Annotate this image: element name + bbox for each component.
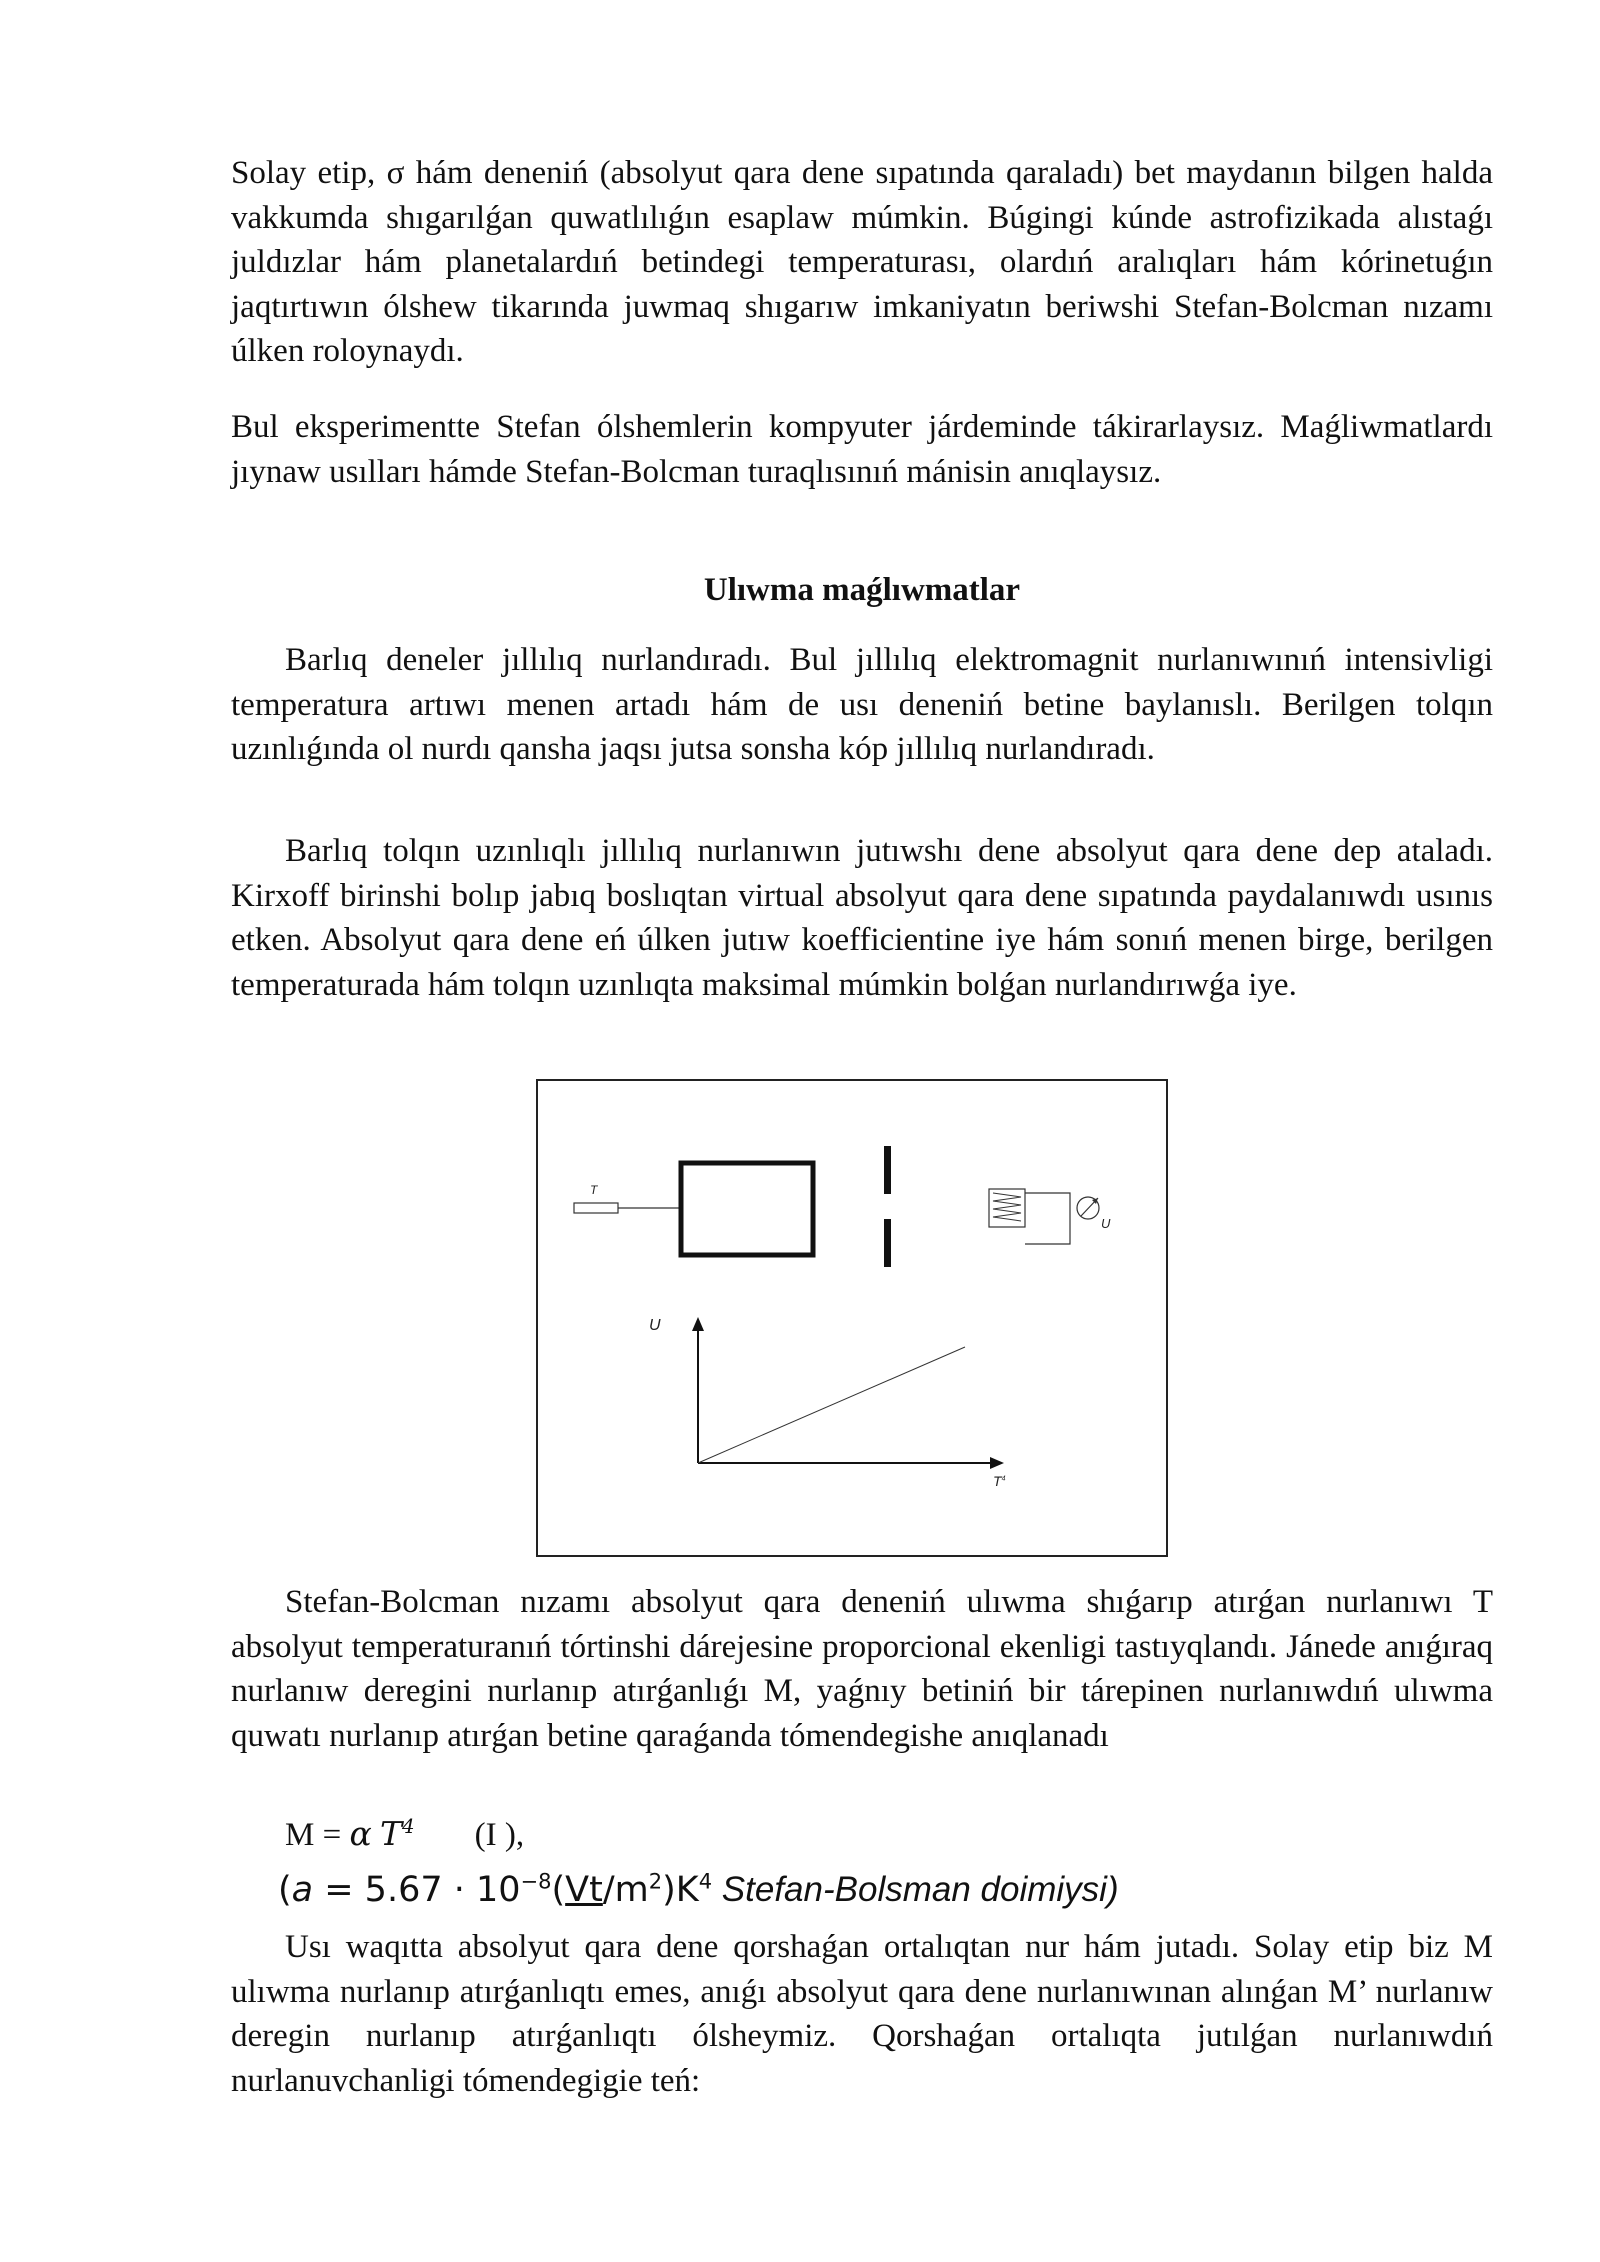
stefan-constant: ($a = 5.67 \cdot 10^{-8}(Vt/m^2)K^4$ Stefan-Bolsman doimiysi) — [278, 1869, 1119, 1910]
paragraph-absorption: Usı waqıtta absolyut qara dene qorshaǵan ortalıqtan nur hám jutadı. Solay etip biz M ulıwma nurlanıp atırǵanlıqtı emes, anıǵı absolyut qara dene nurlanıwınan alınǵan M’ nurlanıw deregin nurlanıp atırǵanlıqtı ólsheymiz. Qorshaǵan ortalıqta jutılǵan nurlanıwdıń nurlanuvchanligi tómendegigie teń: — [231, 1929, 1493, 2099]
setup-diagram — [538, 1081, 1170, 1559]
aperture-plate-bottom — [884, 1219, 891, 1267]
thermopile-coil — [993, 1193, 1021, 1221]
label-meter-u: U — [1101, 1216, 1111, 1231]
aperture-plate-top — [884, 1146, 891, 1194]
label-thermometer: T — [590, 1183, 598, 1197]
paragraph-thermal-radiation: Barlıq deneler jıllılıq nurlandıradı. Bul jıllılıq elektromagnit nurlanıwınıń intensivligi temperatura artıwı menen artadı hám de usı deneniń betine baylanıslı. Berilgen tolqın uzınlıǵında ol nurdı qansha jaqsı jutsa sonsha kóp jıllılıq nurlandıradı. — [231, 642, 1493, 767]
paragraph-blackbody: Barlıq tolqın uzınlıqlı jıllılıq nurlanıwın jutıwshı dene absolyut qara dene dep ataladı. Kirxoff birinshi bolıp jabıq boslıqtan virtual absolyut qara dene sıpatında paydalanıwdı usınıs etken. Absolyut qara dene eń úlken jutıw koefficientine iye hám sonıń menen birge, berilgen temperaturada hám tolqın uzınlıqta maksimal múmkin bolǵan nurlandırıwǵa iye. — [231, 833, 1493, 1003]
cavity-box — [681, 1163, 813, 1255]
paragraph-stefan-law: Stefan-Bolcman nızamı absolyut qara deneniń ulıwma shıǵarıp atırǵan nurlanıwı T absolyut temperaturanıń tórtinshi dárejesine proporcional ekenligi tastıyqlandı. Jánede anıǵıraq nurlanıw deregini nurlanıp atırǵanlıǵı M, yaǵnıy betiniń bir tárepinen nurlanıwdıń ulıwma quwatı nurlanıp atırǵan betine qaraǵanda tómendegishe anıqlanadı — [231, 1584, 1493, 1754]
section-heading: Ulıwma maǵlıwmatlar — [703, 572, 1021, 608]
label-axis-t4: $T^4$ — [993, 1473, 1006, 1489]
linear-plot-line — [698, 1347, 965, 1463]
label-axis-u: U — [649, 1317, 661, 1334]
meter-circuit — [1025, 1193, 1070, 1244]
formula-equation: M = α $T^4$ (I ), — [285, 1814, 525, 1853]
thermometer-probe — [574, 1203, 618, 1213]
experiment-figure — [536, 1079, 1168, 1557]
paragraph-intro: Solay etip, σ hám deneniń (absolyut qara dene sıpatında qaraladı) bet maydanın bilgen halda vakkumda shıgarılǵan quwatlılıǵın esaplaw múmkin. Búgingi kúnde astrofizikada alıstaǵı juldızlar hám planetalardıń betindegi temperaturası, olardıń aralıqları hám kórinetuǵın jaqtırtıwın ólshew tikarında juwmaq shıgarıw imkaniyatın beriwshi Stefan-Bolcman nızamı úlken roloynaydı. — [231, 155, 1493, 369]
y-axis-arrow — [692, 1317, 704, 1331]
x-axis-arrow — [990, 1457, 1004, 1469]
paragraph-experiment: Bul eksperimentte Stefan ólshemlerin kompyuter járdeminde tákirarlaysız. Maǵliwmatlardı jıynaw usılları hámde Stefan-Bolcman turaqlısınıń mánisin anıqlaysız. — [231, 409, 1493, 490]
